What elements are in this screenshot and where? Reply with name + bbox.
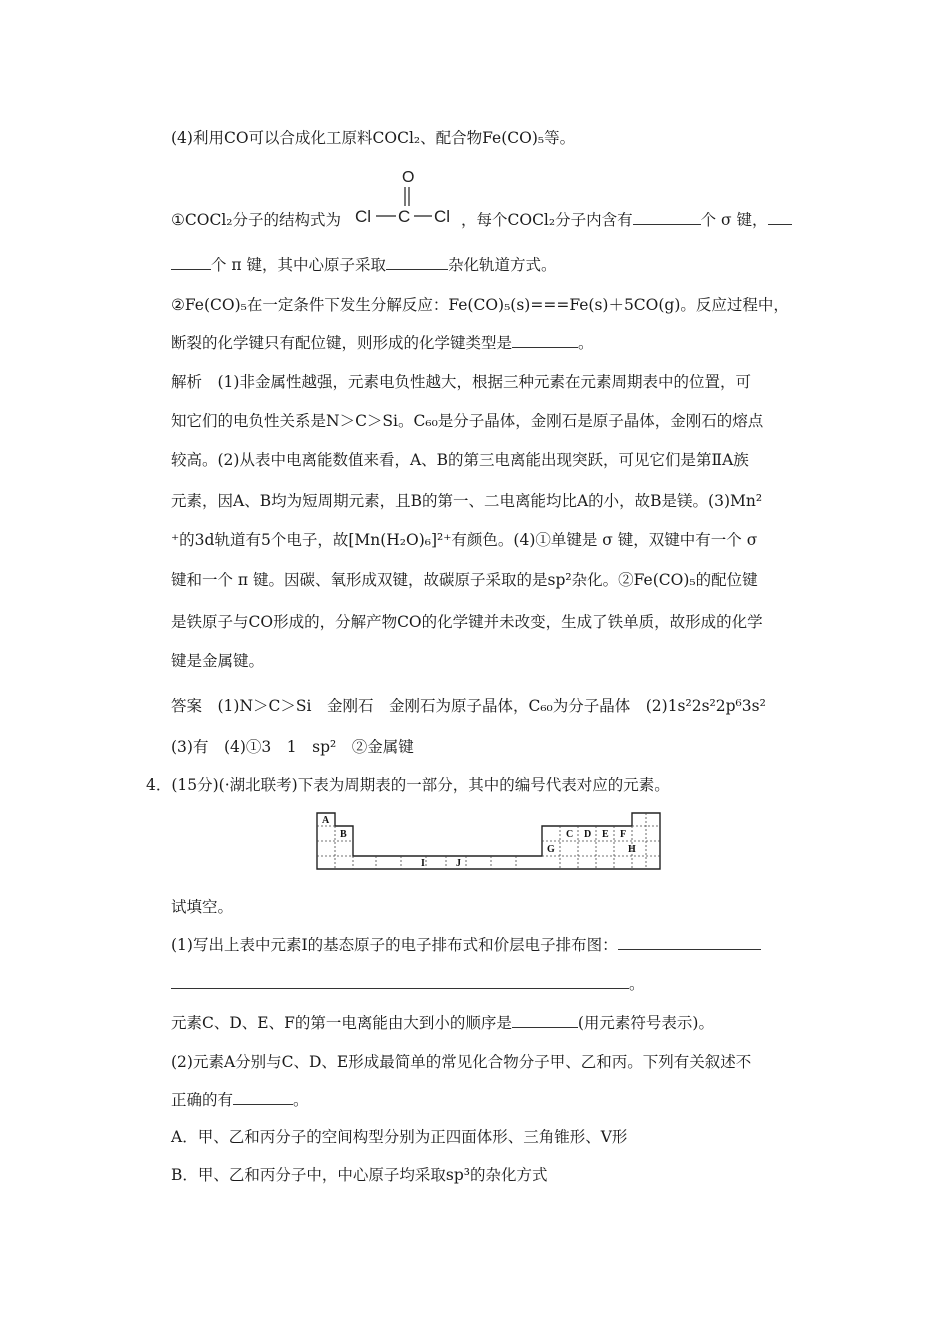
q4-part1-text-c-a: 元素C、D、E、F的第一电离能由大到小的顺序是 xyxy=(171,1014,512,1032)
analysis-line-2: 知它们的电负性关系是N＞C＞Si。C₆₀是分子晶体，金刚石是原子晶体，金刚石的熔点 xyxy=(171,412,764,430)
q3-part4-sub2-line1: ②Fe(CO)₅在一定条件下发生分解反应：Fe(CO)₅(s)===Fe(s)＋5CO(g)。反应过程中， xyxy=(171,296,789,314)
element-F-label: F xyxy=(620,829,627,840)
chlorine-right-label: Cl xyxy=(434,207,451,226)
element-B-label: B xyxy=(340,829,347,840)
bond-type-blank[interactable] xyxy=(512,333,578,348)
sub1-text-c: 个 σ 键， xyxy=(700,211,768,229)
element-J-label: J xyxy=(456,858,461,869)
element-C-label: C xyxy=(566,829,574,840)
electron-config-blank-part1[interactable] xyxy=(618,935,761,950)
q4-option-a: A．甲、乙和丙分子的空间构型分别为正四面体形、三角锥形、V形 xyxy=(171,1128,628,1146)
sub2-text-c: 。 xyxy=(578,334,594,352)
sub2-text-b: 断裂的化学键只有配位键，则形成的化学键类型是 xyxy=(171,334,513,352)
q4-part2-line1: (2)元素A分别与C、D、E形成最简单的常见化合物分子甲、乙和丙。下列有关叙述不 xyxy=(171,1053,752,1071)
carbon-label: C xyxy=(398,207,411,226)
incorrect-statements-blank[interactable] xyxy=(233,1090,293,1105)
sub1-text-b: ，每个COCl₂分子内含有 xyxy=(461,211,633,229)
analysis-line-4: 元素，因A、B均为短周期元素，且B的第一、二电离能均比A的小，故B是镁。(3)Mn² xyxy=(171,492,763,510)
answer-line-1: 答案 (1)N＞C＞Si 金刚石 金刚石为原子晶体，C₆₀为分子晶体 (2)1s²2s²2p⁶3s² xyxy=(171,697,766,715)
analysis-line-5: ⁺的3d轨道有5个电子，故[Mn(H₂O)₆]²⁺有颜色。(4)①单键是 σ 键，双键中有一个 σ xyxy=(171,531,758,549)
q4-fill-prompt: 试填空。 xyxy=(171,898,234,916)
element-E-label: E xyxy=(602,829,609,840)
analysis-line-3: 较高。(2)从表中电离能数值来看，A、B的第三电离能出现突跃，可见它们是第ⅡA族 xyxy=(171,451,749,469)
q4-part1-text-c-b: (用元素符号表示)。 xyxy=(577,1014,714,1032)
sub1-text-e: 杂化轨道方式。 xyxy=(448,256,557,274)
analysis-line-1: 解析 (1)非金属性越强，元素电负性越大，根据三种元素在元素周期表中的位置，可 xyxy=(171,373,751,391)
element-H-label: H xyxy=(628,844,636,855)
q3-part4-intro: (4)利用CO可以合成化工原料COCl₂、配合物Fe(CO)₅等。 xyxy=(171,129,576,147)
electron-config-blank-part2[interactable] xyxy=(171,974,629,989)
q4-part2-text-c: 。 xyxy=(293,1091,309,1109)
q4-part2-line2 xyxy=(171,1090,309,1110)
sub1-text-a: ①COCl₂分子的结构式为 xyxy=(171,211,341,229)
chlorine-left-label: Cl xyxy=(355,207,372,226)
q4-heading: 4．(15分)(·湖北联考)下表为周期表的一部分，其中的编号代表对应的元素。 xyxy=(146,776,670,794)
pi-bond-blank-part1[interactable] xyxy=(768,210,792,225)
element-A-label: A xyxy=(322,815,330,826)
q4-option-b: B．甲、乙和丙分子中，中心原子均采取sp³的杂化方式 xyxy=(171,1166,548,1184)
q4-part1-line1 xyxy=(171,935,761,955)
element-G-label: G xyxy=(547,844,555,855)
element-D-label: D xyxy=(584,829,592,840)
ionization-order-blank[interactable] xyxy=(512,1013,578,1028)
q3-part4-sub2-line2 xyxy=(171,333,594,353)
q4-part2-text-b: 正确的有 xyxy=(171,1091,234,1109)
pi-bond-blank-part2[interactable] xyxy=(171,255,211,270)
q4-part1-text-a: (1)写出上表中元素Ⅰ的基态原子的电子排布式和价层电子排布图： xyxy=(171,936,618,954)
analysis-line-8: 键是金属键。 xyxy=(171,652,265,670)
periodic-table-fragment xyxy=(316,812,662,870)
hybridization-blank[interactable] xyxy=(386,255,448,270)
sub1-text-d: 个 π 键，其中心原子采取 xyxy=(211,256,387,274)
q3-part4-sub1-line1 xyxy=(171,210,792,230)
q4-part1-line2 xyxy=(171,974,645,994)
element-I-label: I xyxy=(421,858,425,869)
analysis-line-7: 是铁原子与CO形成的，分解产物CO的化学键并未改变，生成了铁单质，故形成的化学 xyxy=(171,613,763,631)
answer-line-2: (3)有 (4)①3 1 sp² ②金属键 xyxy=(171,738,414,756)
oxygen-label: O xyxy=(402,169,415,186)
analysis-line-6: 键和一个 π 键。因碳、氧形成双键，故碳原子采取的是sp²杂化。②Fe(CO)₅的配位键 xyxy=(171,571,758,589)
sigma-bond-blank[interactable] xyxy=(633,210,701,225)
q4-part1-line3 xyxy=(171,1013,714,1033)
q4-part1-text-b: 。 xyxy=(629,975,645,993)
q3-part4-sub1-line2 xyxy=(171,255,557,275)
